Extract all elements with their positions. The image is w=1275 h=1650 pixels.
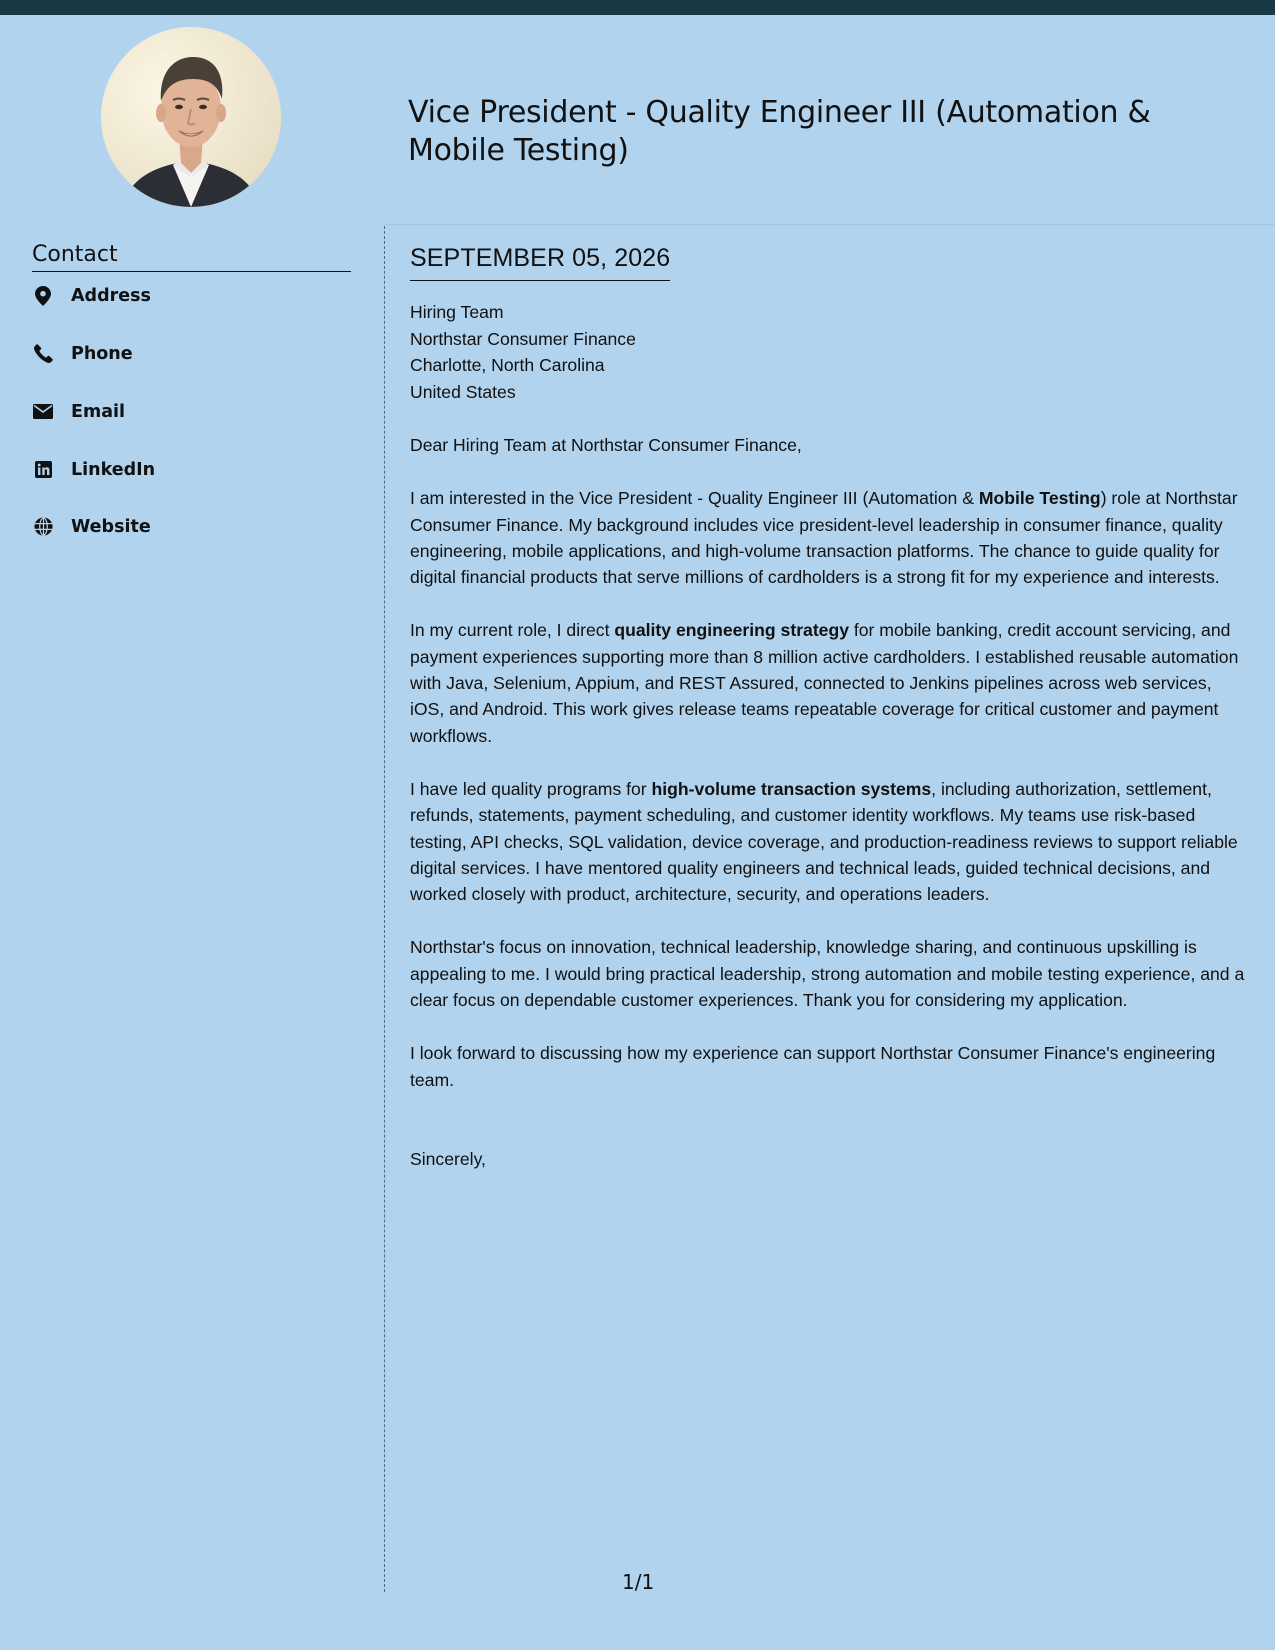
paragraph-2 — [410, 617, 1250, 748]
recipient-city: Charlotte, North Carolina — [410, 355, 605, 375]
contact-sidebar — [32, 240, 351, 537]
letter-date: SEPTEMBER 05, 2026 — [410, 240, 670, 281]
contact-item-label: Email — [71, 401, 125, 422]
contact-item-address[interactable] — [32, 284, 151, 307]
column-divider — [384, 226, 385, 1592]
paragraph-text: Northstar's focus on innovation, technical leadership, knowledge sharing, and continuous upskilling is appealing to me. I would bring practical leadership, strong automation and mobile testing experience, and a clear focus on dependable customer experiences. Thank you for considering my application. — [410, 937, 1245, 1011]
top-bar — [0, 0, 1275, 15]
contact-item-email[interactable] — [32, 400, 125, 423]
contact-heading: Contact — [32, 240, 351, 272]
globe-icon — [32, 516, 54, 538]
paragraph-text: I am interested in the Vice President - Quality Engineer III (Automation & — [410, 488, 979, 509]
page-title: Vice President - Quality Engineer III (Automation & Mobile Testing) — [408, 95, 1151, 168]
recipient-company: Northstar Consumer Finance — [410, 328, 636, 349]
paragraph-text: In my current role, I direct — [410, 620, 615, 641]
paragraph-5 — [410, 1040, 1250, 1093]
paragraph-emphasis: quality engineering strategy — [614, 620, 849, 641]
salutation: Dear Hiring Team at Northstar Consumer Finance, — [410, 435, 802, 455]
paragraph-text: for mobile banking, credit account servicing, and payment experiences supporting more than 8 million active cardholders. I established reusable automation with Java, Selenium, Appium, and REST Assured, connected to Jenkins pipelines across web services, iOS, and Android. This work gives release teams repeatable coverage for critical customer and payment workflows. — [410, 620, 1239, 746]
contact-item-website[interactable] — [32, 515, 151, 538]
recipient-country: United States — [410, 381, 516, 402]
paragraph-emphasis: Mobile Testing — [978, 488, 1101, 509]
paragraph-4 — [410, 934, 1250, 1013]
paragraph-text: I have led quality programs for — [410, 778, 652, 799]
contact-item-phone[interactable] — [32, 342, 133, 365]
paragraph-text: , including authorization, settlement, refunds, statements, payment scheduling, and customer identity workflows. My teams use risk-based testing, API checks, SQL validation, device coverage, and production-readiness reviews to support reliable digital services. I have mentored quality engineers and technical leads, guided technical decisions, and worked closely with product, architecture, security, and operations leaders. — [410, 778, 1238, 905]
map-pin-icon — [32, 285, 54, 307]
envelope-icon — [32, 401, 54, 423]
header-divider — [385, 224, 1275, 225]
profile-photo — [101, 27, 281, 207]
paragraph-text: ) role at Northstar Consumer Finance. My background includes vice president-level leadership in consumer finance, quality engineering, mobile applications, and high-volume transaction platforms. The chance to guide quality for digital financial products that serve millions of cardholders is a strong fit for my experience and interests. — [410, 488, 1238, 588]
contact-item-label: Address — [71, 285, 151, 306]
contact-item-label: Website — [71, 516, 151, 537]
linkedin-icon — [32, 459, 54, 481]
closing: Sincerely, — [410, 1148, 486, 1169]
contact-item-label: Phone — [71, 343, 133, 364]
avatar — [101, 27, 281, 207]
paragraph-emphasis: high-volume transaction systems — [651, 778, 932, 799]
recipient-block — [410, 299, 1250, 405]
cover-letter — [410, 240, 1250, 1172]
contact-item-label: LinkedIn — [71, 459, 156, 480]
contact-item-linkedin[interactable] — [32, 458, 155, 481]
paragraph-text: I look forward to discussing how my experience can support Northstar Consumer Finance's engineering team. — [410, 1043, 1216, 1090]
recipient-line: Hiring Team — [410, 302, 504, 322]
phone-icon — [32, 343, 54, 365]
paragraph-3 — [410, 776, 1250, 907]
page-number: 1/1 — [622, 1570, 655, 1594]
paragraph-1 — [410, 485, 1250, 590]
